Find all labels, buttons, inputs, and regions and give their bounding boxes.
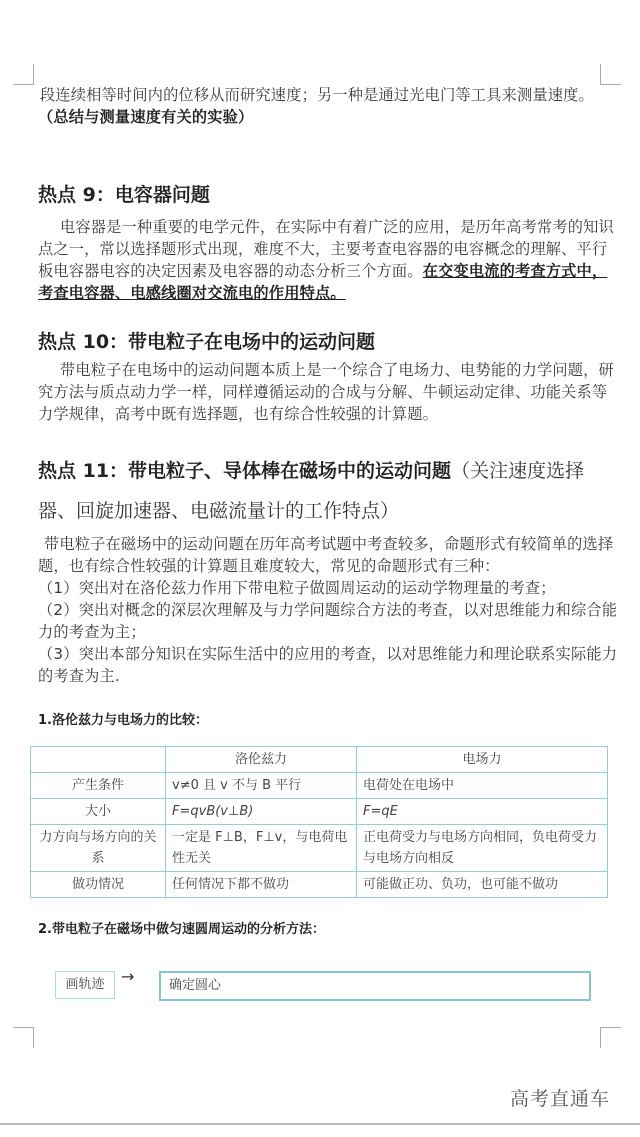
lorentz-cell: 一定是 F⊥B，F⊥v，与电荷电性无关 xyxy=(166,825,357,872)
section9-title: 热点 9：电容器问题 xyxy=(38,184,210,206)
row-label: 产生条件 xyxy=(31,773,166,799)
table-row xyxy=(31,825,608,872)
document-page xyxy=(38,84,618,728)
table-header-cell: 电场力 xyxy=(357,747,608,773)
section11-title xyxy=(38,451,618,531)
lorentz-cell: v≠0 且 v 不与 B 平行 xyxy=(166,773,357,799)
section11-point-3: （3）突出本部分知识在实际生活中的应用的考查，以对思维能力和理论联系实际能力的考查为主. xyxy=(38,645,618,685)
arrow-right-icon: → xyxy=(121,967,135,986)
table-row xyxy=(31,872,608,898)
comparison-table xyxy=(30,746,608,898)
electric-cell: 电荷处在电场中 xyxy=(357,773,608,799)
page-corner-mark-bottom-right xyxy=(600,1027,621,1048)
flow-step-draw-trajectory: 画轨迹 xyxy=(55,971,115,999)
electric-cell: F=qE xyxy=(357,799,608,825)
flow-step-find-center: 确定圆心 xyxy=(159,971,591,1001)
section9-body xyxy=(38,216,618,304)
section11-title-text: 热点 11：带电粒子、导体棒在磁场中的运动问题 xyxy=(38,460,452,482)
section10-body: 带电粒子在电场中的运动问题本质上是一个综合了电场力、电势能的力学问题，研究方法与质点动力学一样，同样遵循运动的合成与分解、牛顿运动定律、功能关系等力学规律，高考中既有选择题，也有综合性较强的计算题。 xyxy=(38,361,614,423)
intro-line: 段连续相等时间内的位移从而研究速度；另一种是通过光电门等工具来测量速度。 xyxy=(40,86,594,104)
section11-body: 带电粒子在磁场中的运动问题在历年高考试题中考查较多，命题形式有较简单的选择题，也有综合性较强的计算题且难度较大，常见的命题形式有三种： xyxy=(38,535,614,575)
row-label: 做功情况 xyxy=(31,872,166,898)
section10-title: 热点 10：带电粒子在电场中的运动问题 xyxy=(38,331,376,353)
watermark: 高考直通车 xyxy=(509,1088,610,1110)
section11-point-1: （1）突出对在洛伦兹力作用下带电粒子做圆周运动的运动学物理量的考查； xyxy=(38,579,556,597)
page-corner-mark-bottom-left xyxy=(13,1027,34,1048)
intro-note: （总结与测量速度有关的实验） xyxy=(38,108,254,126)
lorentz-cell: F=qvB(v⊥B) xyxy=(166,799,357,825)
lorentz-cell: 任何情况下都不做功 xyxy=(166,872,357,898)
section9-body-text: 电容器是一种重要的电学元件，在实际中有着广泛的应用，是历年高考常考的知识点之一，常以选择题形式出现，难度不大，主要考查电容器的电容概念的理解、平行板电容器电容的决定因素及电容器的动态分析三个方面。 xyxy=(38,218,614,280)
page-corner-mark-top-left xyxy=(13,64,34,85)
subsection2-title: 2.带电粒子在磁场中做匀速圆周运动的分析方法： xyxy=(38,922,325,937)
table-header-row xyxy=(31,747,608,773)
subsection1-title: 1.洛伦兹力与电场力的比较： xyxy=(38,713,208,728)
row-label: 大小 xyxy=(31,799,166,825)
table-header-cell: 洛伦兹力 xyxy=(166,747,357,773)
electric-cell: 可能做正功、负功，也可能不做功 xyxy=(357,872,608,898)
row-label: 力方向与场方向的关系 xyxy=(31,825,166,872)
table-row xyxy=(31,799,608,825)
section11-title-note: （关注速度选择器、回旋加速器、电磁流量计的工作特点） xyxy=(38,460,585,522)
table-row xyxy=(31,773,608,799)
section9-emphasis: 在交变电流的考查方式中，考查电容器、电感线圈对交流电的作用特点。 xyxy=(38,262,608,302)
divider xyxy=(0,1123,640,1125)
page-corner-mark-top-right xyxy=(600,64,621,85)
electric-cell: 正电荷受力与电场方向相同，负电荷受力与电场方向相反 xyxy=(357,825,608,872)
table-header-cell xyxy=(31,747,166,773)
section11-point-2: （2）突出对概念的深层次理解及与力学问题综合方法的考查，以对思维能力和综合能力的考查为主； xyxy=(38,601,618,641)
